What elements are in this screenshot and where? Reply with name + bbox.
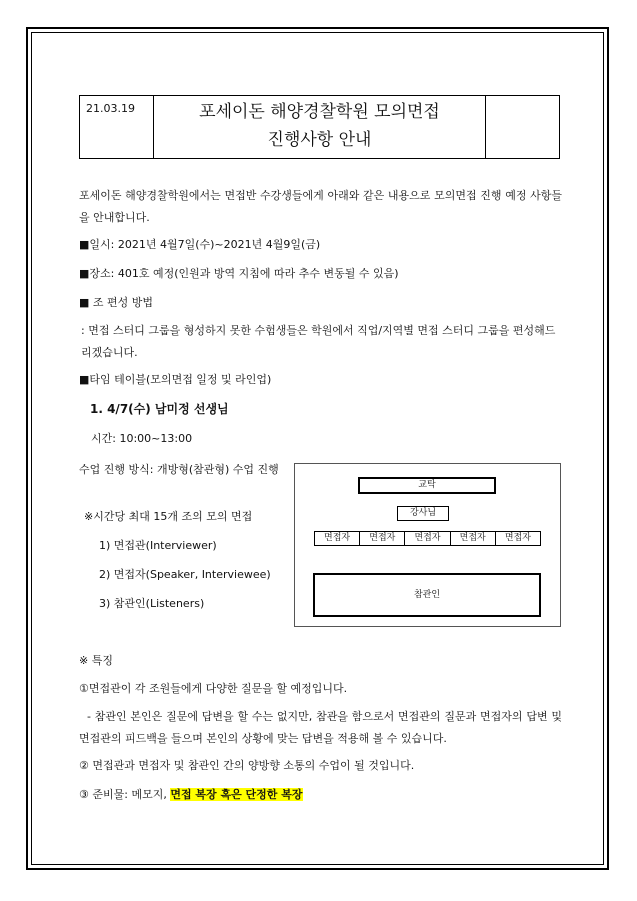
feature-item-3-highlight: 면접 복장 혹은 단정한 복장 [170, 788, 303, 801]
instructor-box: 강사님 [397, 506, 449, 521]
role-listeners: 3) 참관인(Listeners) [99, 597, 205, 610]
date-line: ■일시: 2021년 4월7일(수)~2021년 4월9일(금) [79, 238, 321, 251]
role-interviewee: 2) 면접자(Speaker, Interviewee) [99, 568, 271, 581]
interviewee-row [314, 531, 541, 546]
title-line-2: 진행사항 안내 [267, 130, 372, 150]
header-title [154, 96, 486, 158]
feature-item-1-sub: - 참관인 본인은 질문에 답변을 할 수는 없지만, 참관을 함으로서 면접관의 질문과 면접자의 답변 및 면접관의 피드백을 들으며 본인의 상황에 맞는 답변을 적용해 볼 수 있습니다. [79, 710, 562, 745]
header-date: 21.03.19 [80, 96, 154, 158]
session-time: 시간: 10:00~13:00 [91, 432, 193, 445]
session-method: 수업 진행 방식: 개방형(참관형) 수업 진행 [79, 463, 279, 476]
classroom-layout-diagram [294, 463, 561, 627]
intro-paragraph: 포세이돈 해양경찰학원에서는 면접반 수강생들에게 아래와 같은 내용으로 모의면접 진행 예정 사항들을 안내합니다. [79, 189, 562, 224]
session-note: ※시간당 최대 15개 조의 모의 면접 [84, 510, 253, 523]
role-interviewer: 1) 면접관(Interviewer) [99, 539, 217, 552]
interviewee-seat: 면접자 [360, 532, 405, 545]
feature-item-2: ② 면접관과 면접자 및 참관인 간의 양방향 소통의 수업이 될 것입니다. [79, 759, 415, 772]
header-table [79, 95, 560, 159]
observers-box: 참관인 [313, 573, 541, 617]
feature-item-3 [79, 788, 303, 802]
feature-item-1: ①면접관이 각 조원들에게 다양한 질문을 할 예정입니다. [79, 682, 348, 695]
features-heading: ※ 특징 [79, 654, 113, 667]
feature-item-3-prefix: ③ 준비물: 메모지, [79, 788, 171, 801]
interviewee-seat: 면접자 [504, 533, 531, 543]
session-title: 1. 4/7(수) 남미정 선생님 [90, 402, 229, 416]
interviewee-seat: 면접자 [405, 532, 450, 545]
place-line: ■장소: 401호 예정(인원과 방역 지침에 따라 추수 변동될 수 있음) [79, 267, 399, 280]
title-line-1: 포세이돈 해양경찰학원 모의면접 [199, 102, 440, 122]
group-description: : 면접 스터디 그룹을 형성하지 못한 수험생들은 학원에서 직업/지역별 면접 스터디 그룹을 편성해드리겠습니다. [81, 324, 556, 359]
podium-box: 교탁 [358, 477, 496, 494]
header-blank-cell [486, 96, 559, 158]
interviewee-seat: 면접자 [451, 532, 496, 545]
interviewee-seat: 면접자 [315, 532, 360, 545]
group-heading: ■ 조 편성 방법 [79, 296, 154, 309]
timetable-heading: ■타임 테이블(모의면접 일정 및 라인업) [79, 373, 272, 386]
